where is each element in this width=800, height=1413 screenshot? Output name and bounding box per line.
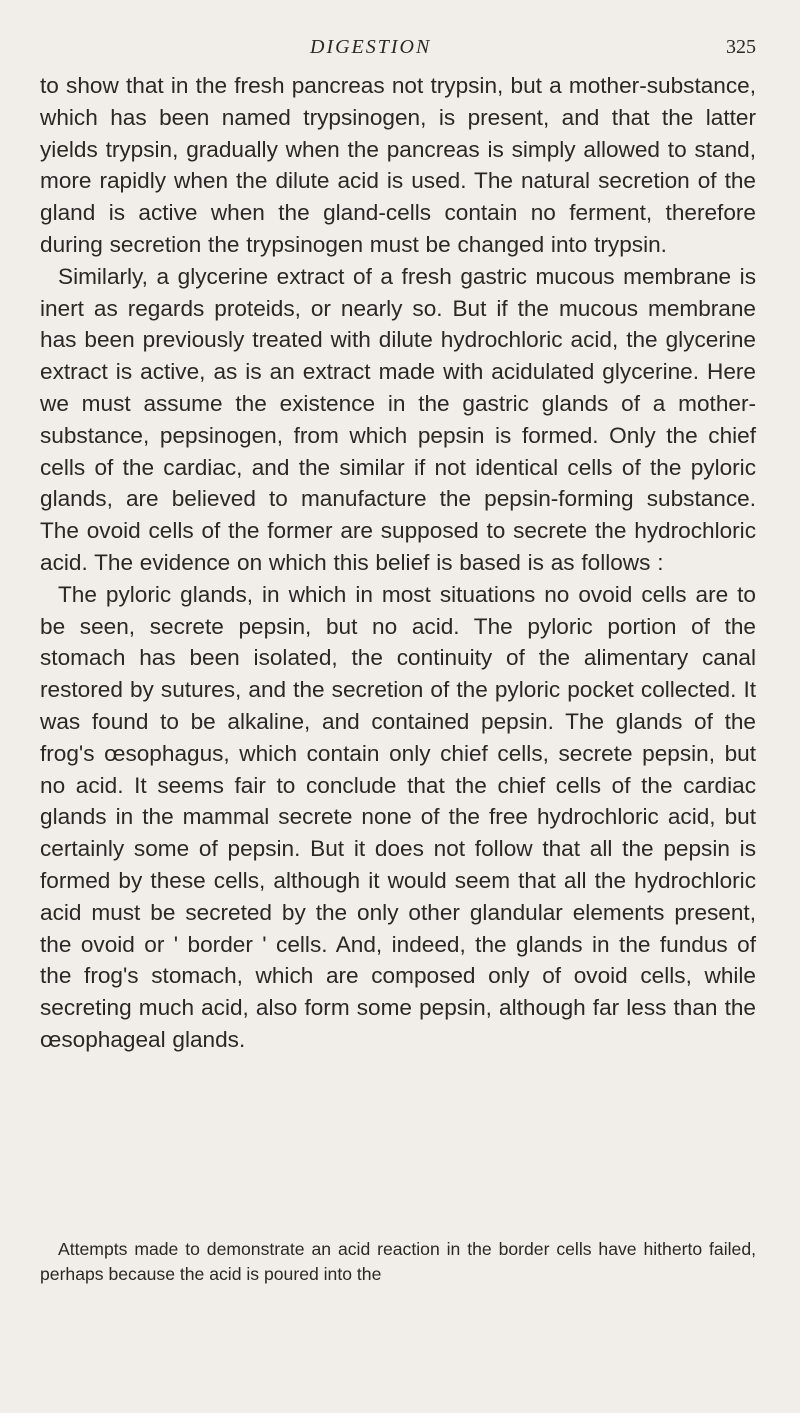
running-head xyxy=(40,36,760,66)
paragraph-continued: to show that in the fresh pancreas not trypsin, but a mother-substance, which has been named trypsinogen, is present, and that the latter yields trypsin, gradually when the pancreas is simply allowed to stand, more rapidly when the dilute acid is used. The natural secretion of the gland is active when the gland-cells contain no ferment, therefore during secretion the trypsinogen must be changed into trypsin. xyxy=(40,73,756,257)
small-print-note xyxy=(40,1237,756,1287)
paragraph-pyloric-glands: The pyloric glands, in which in most situations no ovoid cells are to be seen, secrete pepsin, but no acid. The pyloric portion of the stomach has been isolated, the continuity of the alimentary canal restored by sutures, and the secretion of the pyloric pocket collected. It was found to be alkaline, and contained pepsin. The glands of the frog's œsophagus, which contain only chief cells, secrete pepsin, but no acid. It seems fair to conclude that the chief cells of the cardiac glands in the mammal secrete none of the free hydrochloric acid, but certainly some of pepsin. But it does not follow that all the pepsin is formed by these cells, although it would seem that all the hydrochloric acid must be secreted by the only other glandular elements present, the ovoid or ' border ' cells. And, indeed, the glands in the fundus of the frog's stomach, which are composed only of ovoid cells, while secreting much acid, also form some pepsin, although far less than the œsophageal glands. xyxy=(40,581,756,1052)
body-text xyxy=(40,70,756,1056)
page-number: 325 xyxy=(726,36,756,58)
note-text: Attempts made to demonstrate an acid reaction in the border cells have hitherto failed, perhaps because the acid is poured into the xyxy=(40,1239,756,1284)
paragraph-glycerine-extract: Similarly, a glycerine extract of a fresh gastric mucous membrane is inert as regards proteids, or nearly so. But if the mucous membrane has been previously treated with dilute hydrochloric acid, the glycerine extract is active, as is an extract made with acidulated glycerine. Here we must assume the existence in the gastric glands of a mother-substance, pepsinogen, from which pepsin is formed. Only the chief cells of the cardiac, and the similar if not identical cells of the pyloric glands, are believed to manufacture the pepsin-forming substance. The ovoid cells of the former are supposed to secrete the hydrochloric acid. The evidence on which this belief is based is as follows : xyxy=(40,263,756,575)
chapter-title: DIGESTION xyxy=(310,36,432,58)
